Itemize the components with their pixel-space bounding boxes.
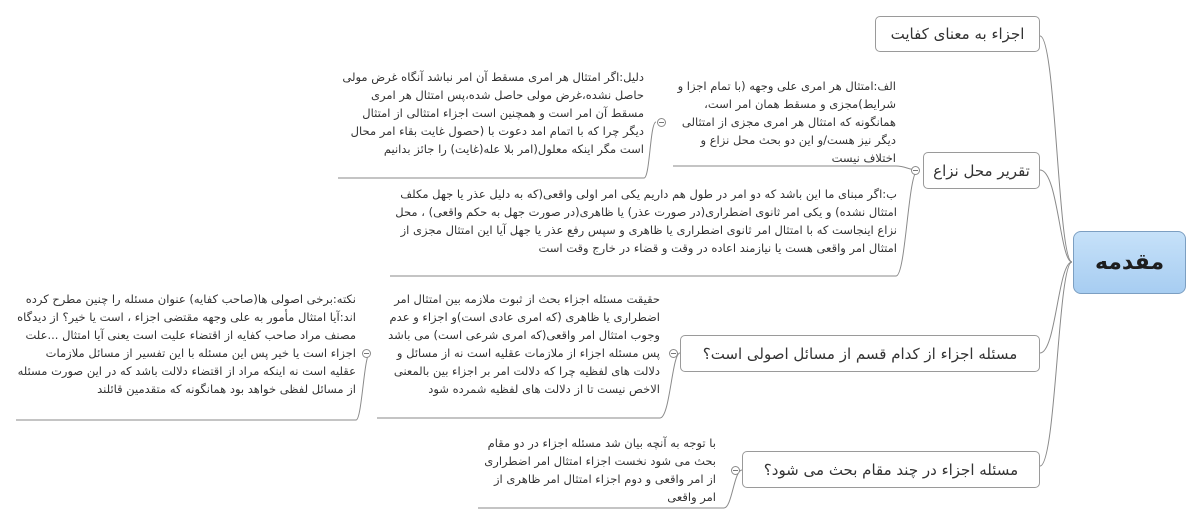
connector-central-maqam [1040,262,1072,466]
note-dalil[interactable]: دلیل:اگر امتثال هر امری مسقط آن امر نباشد آنگاه غرض مولی حاصل نشده،غرض مولی حاصل شده،پس امتثال هر امری مسقط آن امر است و همچنین است اجزاء امتثالی از امتثال دیگر چرا که با اتمام امد دعوت با (حصول غایت بقاء امر محال است مگر اینکه معلول(امر بلا عله(غایت) را جائز بدانیم [342,70,644,156]
collapse-toggle-mahal-icon[interactable] [911,166,920,175]
central-topic-label: مقدمه [1094,250,1165,275]
note-nokte[interactable]: نکته:برخی اصولی ها(صاحب کفایه) عنوان مسئله را چنین مطرح کرده اند:آیا امتثال مأمور به علی وجهه مقتضی اجزاء ، است یا خیر؟ از دیدگاه مصنف مراد صاحب کفایه از اقتضاء علیت است یعنی آیا امتثال ...علت اجزاء است یا خیر پس این مسئله با این تفسیر از مسائل ملازمات عقلیه است نه اینکه مراد از اقتضاء دلالت باشد که در این صورت مسئله از مسائل لفظی خواهد بود همانگونه که متقدمین قائلند [17,292,356,396]
topic-osuli[interactable] [680,335,1040,372]
connector-central-osuli [1040,262,1072,353]
collapse-toggle-haghighat-icon[interactable] [362,349,371,358]
topic-maqam[interactable] [742,451,1040,488]
note-haghighat[interactable]: حقیقت مسئله اجزاء بحث از ثبوت ملازمه بین امتثال امر اضطراری یا ظاهری (که امری عادی است)و اجزاء و عدم وجوب امتثال امر واقعی(که امری شرعی است) می باشد پس مسئله اجزاء از ملازمات عقلیه است نه از مسائل و دلالت های لفظیه چرا که دلالت امر بر اجزاء بین بالمعنی الاخص نیست تا از دلالت های لفظیه شمرده شود [388,292,660,396]
collapse-toggle-osuli-icon[interactable] [669,349,678,358]
central-topic[interactable] [1073,231,1186,294]
topic-kifayat-label: اجزاء به معنای کفایت [890,25,1025,43]
note-be[interactable]: ب:اگر مبنای ما این باشد که دو امر در طول هم داریم یکی امر اولی واقعی(که به دلیل عذر یا جهل مکلف امتثال نشده) و یکی امر ثانوی اضطراری(در صورت عذر) یا ظاهری(در صورت جهل به حکم واقعی) ، محل نزاع اینجاست که با امتثال امر ثانوی اضطراری یا ظاهری و سپس رفع عذر یا جهل آیا این امتثال مجزی از امتثال امر واقعی هست یا نیازمند اعاده در وقت و قضاء در خارج وقت است [395,187,897,255]
topic-mahal-label: تقریر محل نزاع [933,161,1030,180]
topic-osuli-label: مسئله اجزاء از کدام قسم از مسائل اصولی است؟ [702,344,1018,363]
note-alef[interactable]: الف:امتثال هر امری علی وجهه (با تمام اجزا و شرایط)مجزی و مسقط همان امر است، همانگونه که امتثال هر امری مجزی از امتثالی دیگر نیز هست/و این دو بحث محل نزاع و اختلاف نیست [677,79,896,165]
connector-central-kifayat [1040,36,1072,262]
collapse-toggle-alef-icon[interactable] [657,118,666,127]
topic-kifayat[interactable] [875,16,1040,52]
topic-mahal-nizaa[interactable] [923,152,1040,189]
note-maqam[interactable]: با توجه به آنچه بیان شد مسئله اجزاء در دو مقام بحث می شود نخست اجزاء امتثال امر اضطراری از امر واقعی و دوم اجزاء امتثال امر ظاهری از امر واقعی [484,436,716,504]
collapse-toggle-maqam-icon[interactable] [731,466,740,475]
topic-maqam-label: مسئله اجزاء در چند مقام بحث می شود؟ [763,460,1019,479]
connector-central-mahal [1040,170,1072,262]
